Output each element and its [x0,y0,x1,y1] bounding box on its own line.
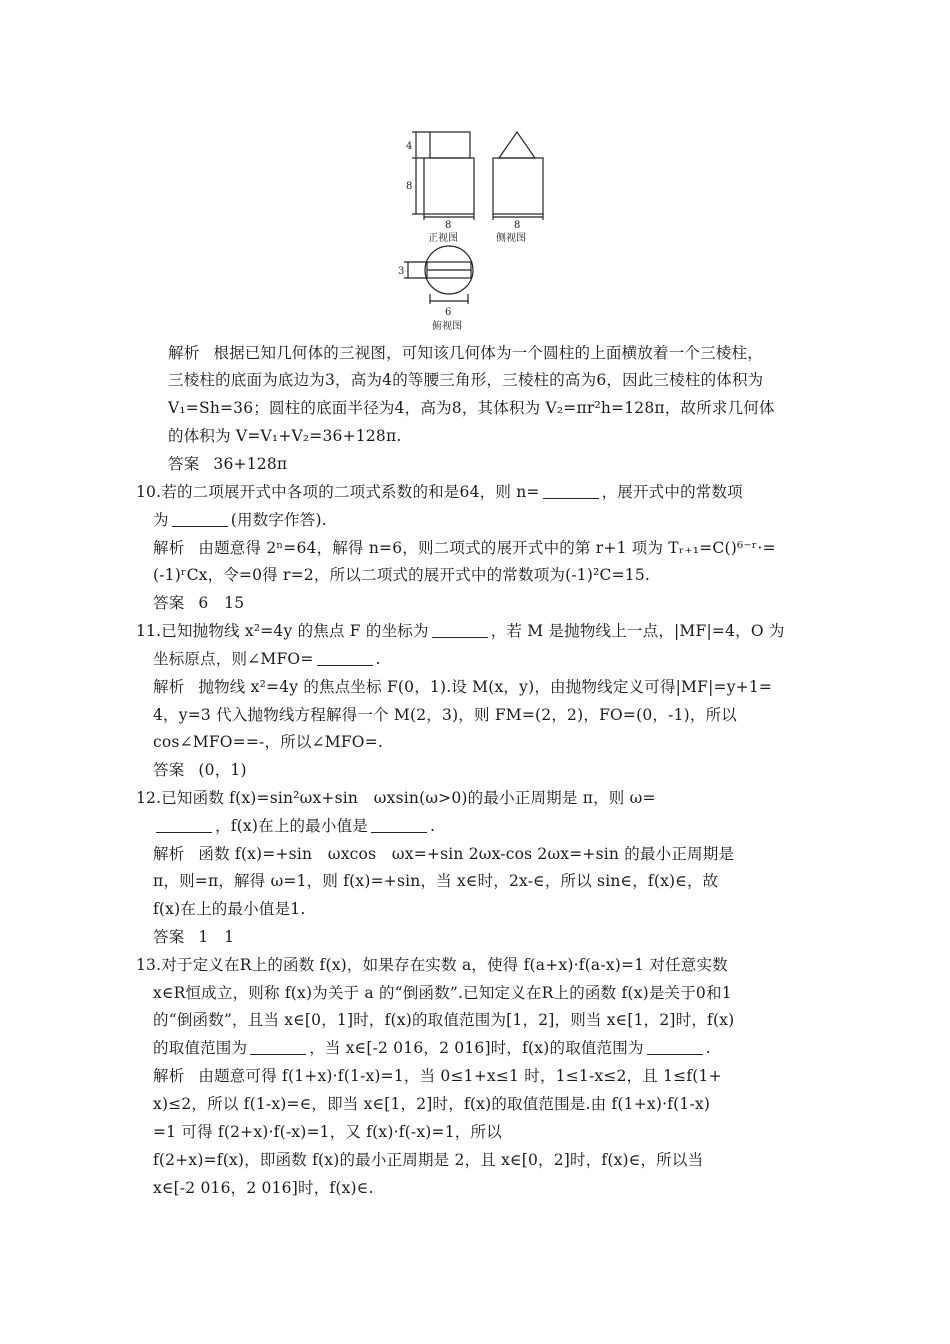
answer-label: 答案 [153,928,185,946]
q9-analysis-line-3: V₁=Sh=36；圆柱的底面半径为4，高为8，其体积为 V₂=πr²h=128π，故所求几何体 [168,399,775,417]
q12-analysis-line-2: π，则=π，解得 ω=1，则 f(x)=+sin，当 x∈时，2x-∈，所以 sin∈，f(x)∈，故 [153,872,719,890]
q13-text-4: 的取值范围为 [153,1039,248,1057]
q12-line-1: 12.已知函数 f(x)=sin²ωx+sin ωxsin(ω>0)的最小正周期是 π，则 ω= [136,789,656,807]
q13-line-2: x∈R恒成立，则称 f(x)为关于 a 的“倒函数”.已知定义在R上的函数 f(x)是关于0和1 [153,984,732,1002]
q13-text-4b: ，当 x∈[-2 016，2 016]时，f(x)的取值范围为 [309,1039,644,1057]
q11-line-2 [153,648,381,670]
q9-answer: 36+128π [213,455,288,473]
answer-label: 答案 [153,594,185,612]
q11-text-2: 坐标原点，则∠MFO= [153,650,314,668]
q11-analysis-line-3: cos∠MFO==-，所以∠MFO=. [153,733,384,751]
q12-answer-line [153,926,234,948]
q11-text-2b: . [375,650,381,668]
q13-line-4 [153,1037,711,1059]
q9-analysis-line-4: 的体积为 V=V₁+V₂=36+128π. [168,427,402,445]
q13-analysis-line-4: f(2+x)=f(x)，即函数 f(x)的最小正周期是 2，且 x∈[0，2]时，f(x)∈，所以当 [153,1151,704,1169]
q10-text-2b: (用数字作答). [230,511,327,529]
q13-analysis-line-3: =1 可得 f(2+x)·f(-x)=1，又 f(x)·f(-x)=1，所以 [153,1123,502,1141]
q12-answer: 1 1 [198,928,235,946]
front-view-label: 正视图 [428,233,458,244]
q13-analysis-line-5: x∈[-2 016，2 016]时，f(x)∈. [153,1179,374,1197]
dim-4-label: 4 [406,141,413,152]
dim-8-front-label: 8 [445,220,452,231]
dim-8-height-label: 8 [406,181,413,192]
q12-analysis-text-1: 函数 f(x)=+sin ωxcos ωx=+sin 2ωx-cos 2ωx=+sin 的最小正周期是 [198,845,735,863]
q10-answer-line [153,592,244,614]
analysis-label: 解析 [153,845,185,863]
q13-analysis-line-1 [153,1065,722,1087]
q13-analysis-text-1: 由题意可得 f(1+x)·f(1-x)=1，当 0≤1+x≤1 时，1≤1-x≤2，且 1≤f(1+ [198,1067,722,1085]
answer-blank [172,512,228,527]
answer-blank [156,818,212,833]
q11-analysis-text-1: 抛物线 x²=4y 的焦点坐标 F(0，1).设 M(x，y)，由抛物线定义可得|MF|=y+1= [198,678,773,696]
dim-3-label: 3 [398,266,405,277]
q11-answer: (0，1) [198,761,247,779]
top-view-label: 俯视图 [432,321,462,332]
q9-analysis-text-1: 根据已知几何体的三视图，可知该几何体为一个圆柱的上面横放着一个三棱柱， [213,344,763,362]
q13-text-4c: . [705,1039,711,1057]
answer-blank [371,818,427,833]
q10-text-1: 10.若的二项展开式中各项的二项式系数的和是64，则 n= [136,483,540,501]
q12-text-2b: ，f(x)在上的最小值是 [215,817,368,835]
q11-text-1b: ，若 M 是抛物线上一点，|MF|=4，O 为 [490,622,785,640]
analysis-label: 解析 [168,344,200,362]
q11-text-1: 11.已知抛物线 x²=4y 的焦点 F 的坐标为 [136,622,429,640]
answer-blank [647,1040,703,1055]
q12-analysis-line-1 [153,843,734,865]
analysis-label: 解析 [153,1067,185,1085]
analysis-label: 解析 [153,539,185,557]
answer-blank [250,1040,306,1055]
q11-analysis-line-2: 4，y=3 代入抛物线方程解得一个 M(2，3)，则 FM=(2，2)，FO=(0，-1)，所以 [153,706,737,724]
q11-analysis-line-1 [153,676,772,698]
q13-analysis-line-2: x)≤2，所以 f(1-x)=∈，即当 x∈[1，2]时，f(x)的取值范围是.由 f(1+x)·f(1-x) [153,1095,711,1113]
answer-blank [543,484,599,499]
q9-answer-line [168,453,287,475]
q11-answer-line [153,759,247,781]
q10-analysis-text-1: 由题意得 2ⁿ=64，解得 n=6，则二项式的展开式中的第 r+1 项为 Tᵣ₊₁=C()⁶⁻ʳ·= [198,539,776,557]
dim-6-label: 6 [445,307,452,318]
analysis-label: 解析 [153,678,185,696]
q10-text-1b: ，展开式中的常数项 [601,483,743,501]
q10-analysis-line-2: (-1)ʳCx，令=0得 r=2，所以二项式的展开式中的常数项为(-1)²C=15. [153,566,651,584]
q13-line-1: 13.对于定义在R上的函数 f(x)，如果存在实数 a，使得 f(a+x)·f(a-x)=1 对任意实数 [136,956,728,974]
q13-line-3: 的“倒函数”，且当 x∈[0，1]时，f(x)的取值范围为[1，2]，则当 x∈[1，2]时，f(x) [153,1011,735,1029]
q12-analysis-line-3: f(x)在上的最小值是1. [153,900,306,918]
q11-line-1 [136,620,785,642]
dim-8-side-label: 8 [514,220,521,231]
answer-blank [317,651,373,666]
q9-analysis-line-2: 三棱柱的底面为底边为3，高为4的等腰三角形，三棱柱的高为6，因此三棱柱的体积为 [168,371,764,389]
q12-line-2 [153,815,435,837]
answer-blank [432,623,488,638]
q10-analysis-line-1 [153,537,776,559]
answer-label: 答案 [168,455,200,473]
q10-line-2 [153,509,327,531]
answer-label: 答案 [153,761,185,779]
q10-line-1 [136,481,743,503]
q10-text-2: 为 [153,511,169,529]
q12-text-2c: . [429,817,436,835]
q10-answer: 6 15 [198,594,245,612]
three-view-figure [395,124,555,336]
side-view-label: 侧视图 [496,233,526,244]
q9-analysis-line-1 [168,342,763,364]
